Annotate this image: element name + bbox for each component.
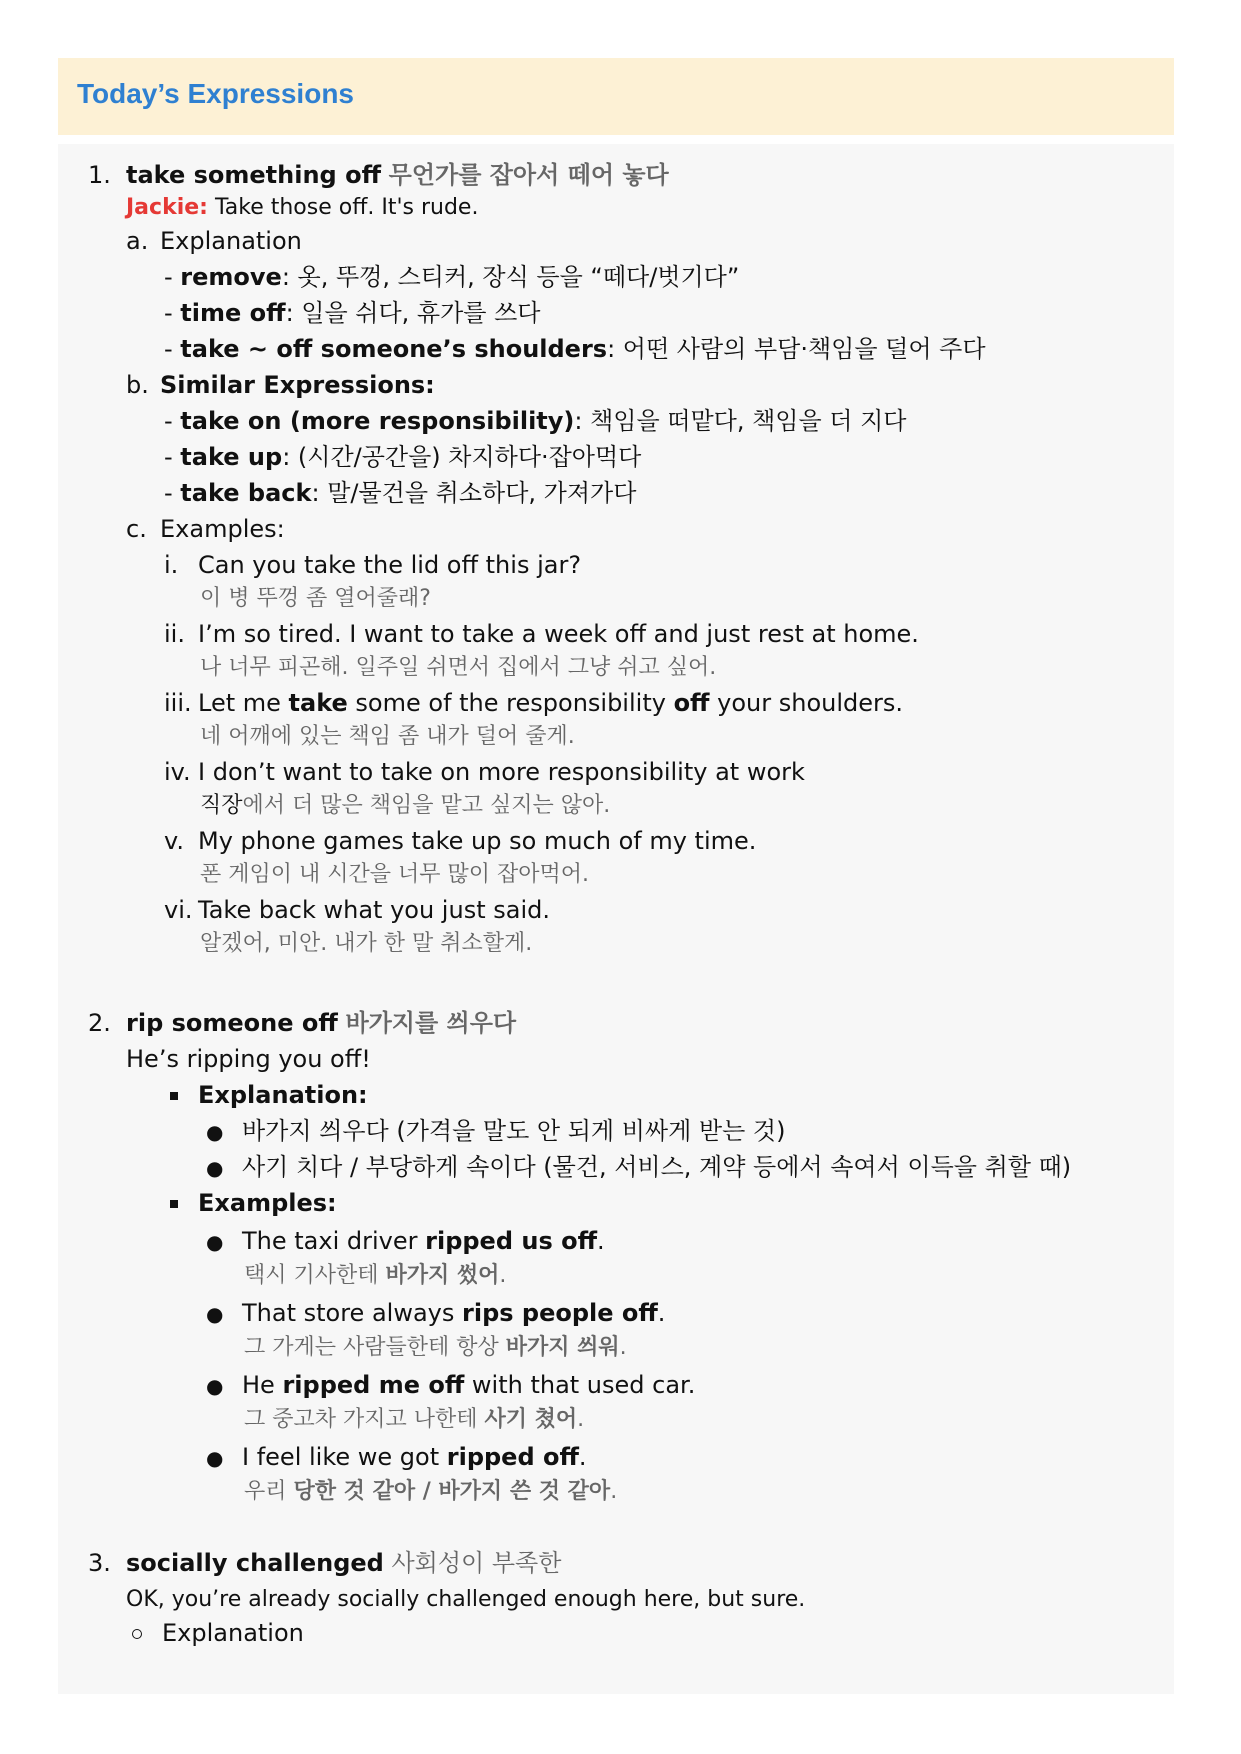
similar-item: - take back: 말/물건을 취소하다, 가져가다 <box>164 479 637 507</box>
example-item: vi. Take back what you just said. <box>164 896 550 924</box>
subsection-explanation: Explanation <box>132 1618 304 1648</box>
example-item: v. My phone games take up so much of my time. <box>164 827 757 855</box>
example-translation: 택시 기사한테 바가지 썼어. <box>244 1263 507 1288</box>
example-item: ● I feel like we got ripped off. <box>206 1443 587 1471</box>
example-translation: 우리 당한 것 같아 / 바가지 쓴 것 같아. <box>244 1479 618 1504</box>
example-translation: 나 너무 피곤해. 일주일 쉬면서 집에서 그냥 쉬고 싶어. <box>200 655 717 680</box>
example-item: ● He ripped me off with that used car. <box>206 1371 696 1399</box>
subsection-examples: Examples: <box>170 1188 337 1218</box>
example-item: ii. I’m so tired. I want to take a week off and just rest at home. <box>164 620 919 648</box>
example-item: iii. Let me take some of the responsibility off your shoulders. <box>164 689 903 717</box>
header-banner <box>58 58 1174 135</box>
example-translation: 알겠어, 미안. 내가 한 말 취소할게. <box>200 931 533 956</box>
subsection-explanation: Explanation: <box>170 1080 368 1110</box>
subsection-examples: c. Examples: <box>126 515 285 543</box>
section-number: 1. <box>88 161 111 189</box>
example-item: i. Can you take the lid off this jar? <box>164 551 582 579</box>
example-item: ● The taxi driver ripped us off. <box>206 1227 605 1255</box>
dialogue-line: OK, you’re already socially challenged enough here, but sure. <box>126 1587 806 1612</box>
example-translation: 폰 게임이 내 시간을 너무 많이 잡아먹어. <box>200 862 589 887</box>
dialogue-text: Take those off. It's rude. <box>214 195 479 220</box>
similar-item: - take up: (시간/공간을) 차지하다·잡아먹다 <box>164 443 642 471</box>
speaker-name: Jackie: <box>126 195 208 220</box>
example-translation: 그 중고차 가지고 나한테 사기 쳤어. <box>244 1407 585 1432</box>
page-title: Today’s Expressions <box>77 78 354 109</box>
example-translation: 이 병 뚜껑 좀 열어줄래? <box>200 586 431 611</box>
dialogue-line: He’s ripping you off! <box>126 1045 371 1073</box>
example-translation: 네 어깨에 있는 책임 좀 내가 덜어 줄게. <box>200 724 575 749</box>
example-translation: 그 가게는 사람들한테 항상 바가지 씌워. <box>244 1335 627 1360</box>
explanation-item: ● 사기 치다 / 부당하게 속이다 (물건, 서비스, 계약 등에서 속여서 이득을 취할 때) <box>206 1153 1072 1181</box>
subsection-similar: b. Similar Expressions: <box>126 371 435 399</box>
example-translation: 직장에서 더 많은 책임을 맡고 싶지는 않아. <box>200 793 611 818</box>
explanation-item: - time off: 일을 쉬다, 휴가를 쓰다 <box>164 299 541 327</box>
section-2-heading: 2. rip someone off 바가지를 씌우다 <box>88 1009 517 1037</box>
section-1-heading <box>88 160 669 190</box>
section-3-heading: 3. socially challenged 사회성이 부족한 <box>88 1549 562 1577</box>
expression-term: take something off <box>126 161 382 189</box>
subsection-explanation: a. Explanation <box>126 227 302 255</box>
example-item: iv. I don’t want to take on more responsibility at work <box>164 758 805 786</box>
similar-item: - take on (more responsibility): 책임을 떠맡다, 책임을 더 지다 <box>164 407 907 435</box>
example-item: ● That store always rips people off. <box>206 1299 666 1327</box>
explanation-item: - take ~ off someone’s shoulders: 어떤 사람의 부담·책임을 덜어 주다 <box>164 335 986 363</box>
dialogue-line <box>126 193 478 223</box>
explanation-item: ● 바가지 씌우다 (가격을 말도 안 되게 비싸게 받는 것) <box>206 1117 786 1145</box>
expression-korean: 무언가를 잡아서 떼어 놓다 <box>388 161 669 189</box>
explanation-item: - remove: 옷, 뚜껑, 스티커, 장식 등을 “떼다/벗기다” <box>164 263 740 291</box>
